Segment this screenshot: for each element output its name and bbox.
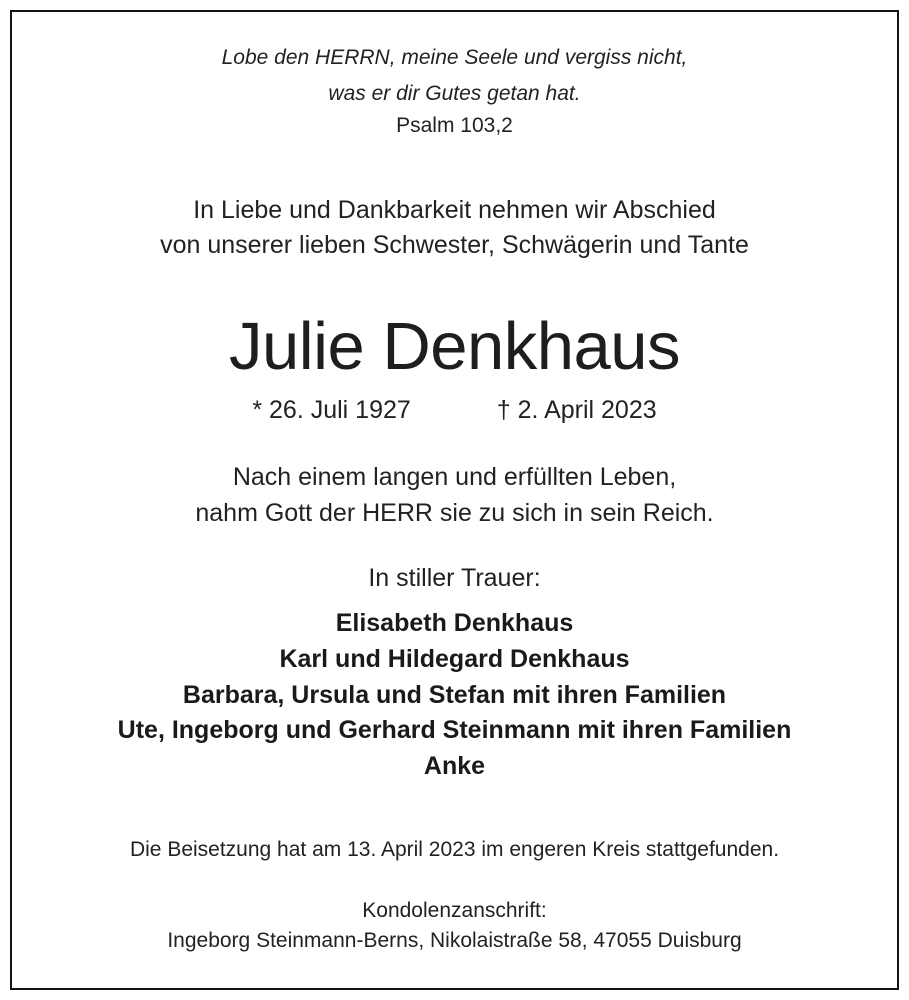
birth-date: * 26. Juli 1927 [252, 396, 411, 424]
verse-reference: Psalm 103,2 [396, 114, 513, 137]
mourner-name: Ute, Ingeborg und Gerhard Steinmann mit ihren Familien [117, 716, 792, 744]
death-date: † 2. April 2023 [496, 396, 657, 424]
mourner-name: Karl und Hildegard Denkhaus [279, 645, 630, 673]
condolence-heading: Kondolenzanschrift: [362, 899, 547, 922]
mourner-name: Barbara, Ursula und Stefan mit ihren Familien [182, 681, 727, 709]
mourner-name: Anke [423, 752, 486, 780]
intro-line-1: In Liebe und Dankbarkeit nehmen wir Abschied [193, 196, 716, 224]
funeral-note: Die Beisetzung hat am 13. April 2023 im engeren Kreis stattgefunden. [129, 838, 780, 861]
deceased-name: Julie Denkhaus [228, 309, 681, 384]
mourning-heading: In stiller Trauer: [368, 564, 541, 592]
verse-line-2: was er dir Gutes getan hat. [328, 82, 581, 105]
statement-line-2: nahm Gott der HERR sie zu sich in sein Reich. [195, 499, 714, 527]
intro-line-2: von unserer lieben Schwester, Schwägerin und Tante [160, 231, 749, 259]
life-dates [0, 396, 909, 425]
condolence-address: Ingeborg Steinmann-Berns, Nikolaistraße 58, 47055 Duisburg [167, 929, 742, 952]
mourner-name: Elisabeth Denkhaus [335, 609, 574, 637]
verse-line-1: Lobe den HERRN, meine Seele und vergiss nicht, [221, 46, 688, 69]
statement-line-1: Nach einem langen und erfüllten Leben, [232, 463, 677, 491]
